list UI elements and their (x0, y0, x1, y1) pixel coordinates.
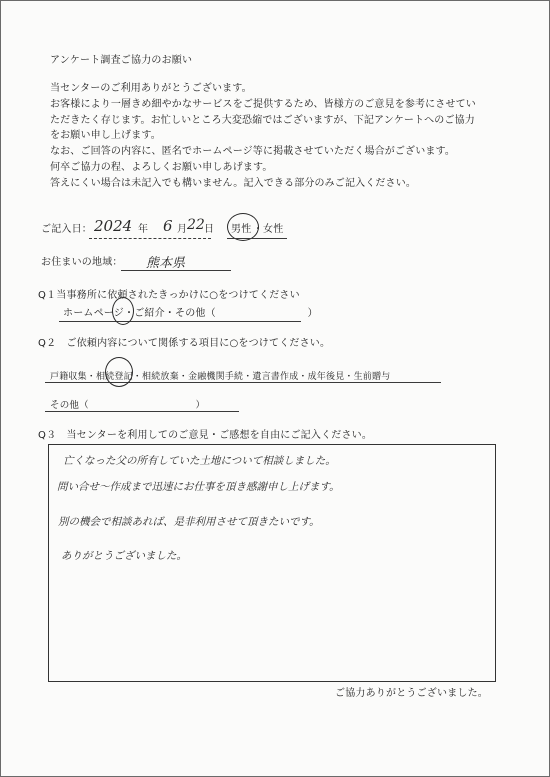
q3-question: Q３ 当センターを利用してのご意見・ご感想を自由にご記入ください。 (38, 430, 373, 441)
q1-options[interactable]: ホームページ・ご紹介・その他（ ） (63, 308, 318, 319)
q1-selection-circle-mark (112, 297, 134, 325)
date-label: ご記入日： (41, 224, 92, 235)
footer-thanks: ご協力ありがとうございました。 (335, 688, 488, 699)
survey-title: アンケート調査ご協力のお願い (50, 55, 193, 66)
intro-text (50, 81, 510, 192)
q2-other-underline (45, 411, 239, 412)
date-month-value: 6 (163, 217, 173, 235)
gender-underline (227, 238, 287, 239)
gender-female-option[interactable]: 女性 (263, 224, 284, 235)
intro-line: 答えにくい場合は未記入でも構いません。記入できる部分のみご記入ください。 (50, 177, 416, 189)
intro-line: 何卒ご協力の程、よろしくお願い申しあげます。 (50, 161, 273, 173)
q2-question: Q２ ご依頼内容について関係する項目に○をつけてください。 (38, 338, 331, 349)
q3-answer-line: 亡くなった父の所有していた土地について相談しました。 (63, 455, 336, 467)
region-underline (121, 270, 231, 271)
q2-options[interactable]: 戸籍収集・相続登記・相続放棄・金融機関手続・遺言書作成・成年後見・生前贈与 (50, 372, 391, 382)
q2-selection-circle-mark (105, 357, 133, 387)
intro-line: をお願い申し上げます。 (50, 130, 161, 142)
region-label: お住まいの地域： (41, 257, 123, 268)
region-value: 熊本県 (146, 256, 186, 271)
q1-question: Q１当事務所に依頼されたきっかけに○をつけてください (38, 290, 300, 301)
gender-separator: ・ (253, 224, 264, 235)
intro-line: 当センターのご利用ありがとうございます。 (50, 83, 252, 94)
date-year-unit: 年 (138, 224, 149, 235)
date-day-value: 22 (187, 217, 205, 233)
q2-options-underline (45, 382, 441, 383)
intro-line: お客様により一層きめ細やかなサービスをご提供するため、皆様方のご意見を参考にさせてい (50, 98, 476, 110)
gender-male-option[interactable]: 男性 (231, 224, 252, 235)
date-month-unit: 月 (177, 224, 188, 235)
q3-answer-line: 別の機会で相談あれば、是非利用させて頂きたいです。 (58, 516, 320, 528)
gender-male-circle-mark (227, 213, 259, 241)
date-underline (89, 238, 211, 239)
date-year-value: 2024 (94, 217, 133, 235)
q1-underline (59, 321, 301, 322)
intro-line: ただきたく存じます。お忙しいところ大変恐縮ではございますが、下記アンケートへのご協力 (50, 114, 475, 126)
q2-other-option[interactable]: その他（ ） (50, 400, 206, 411)
intro-line: なお、ご回答の内容に、匿名でホームページ等に掲載させていただく場合がございます。 (50, 146, 455, 158)
q3-answer-line: 問い合せ～作成まで迅速にお仕事を頂き感謝申し上げます。 (57, 481, 340, 493)
date-day-unit: 日 (204, 224, 215, 235)
q3-answer-line: ありがとうございました。 (61, 550, 187, 562)
